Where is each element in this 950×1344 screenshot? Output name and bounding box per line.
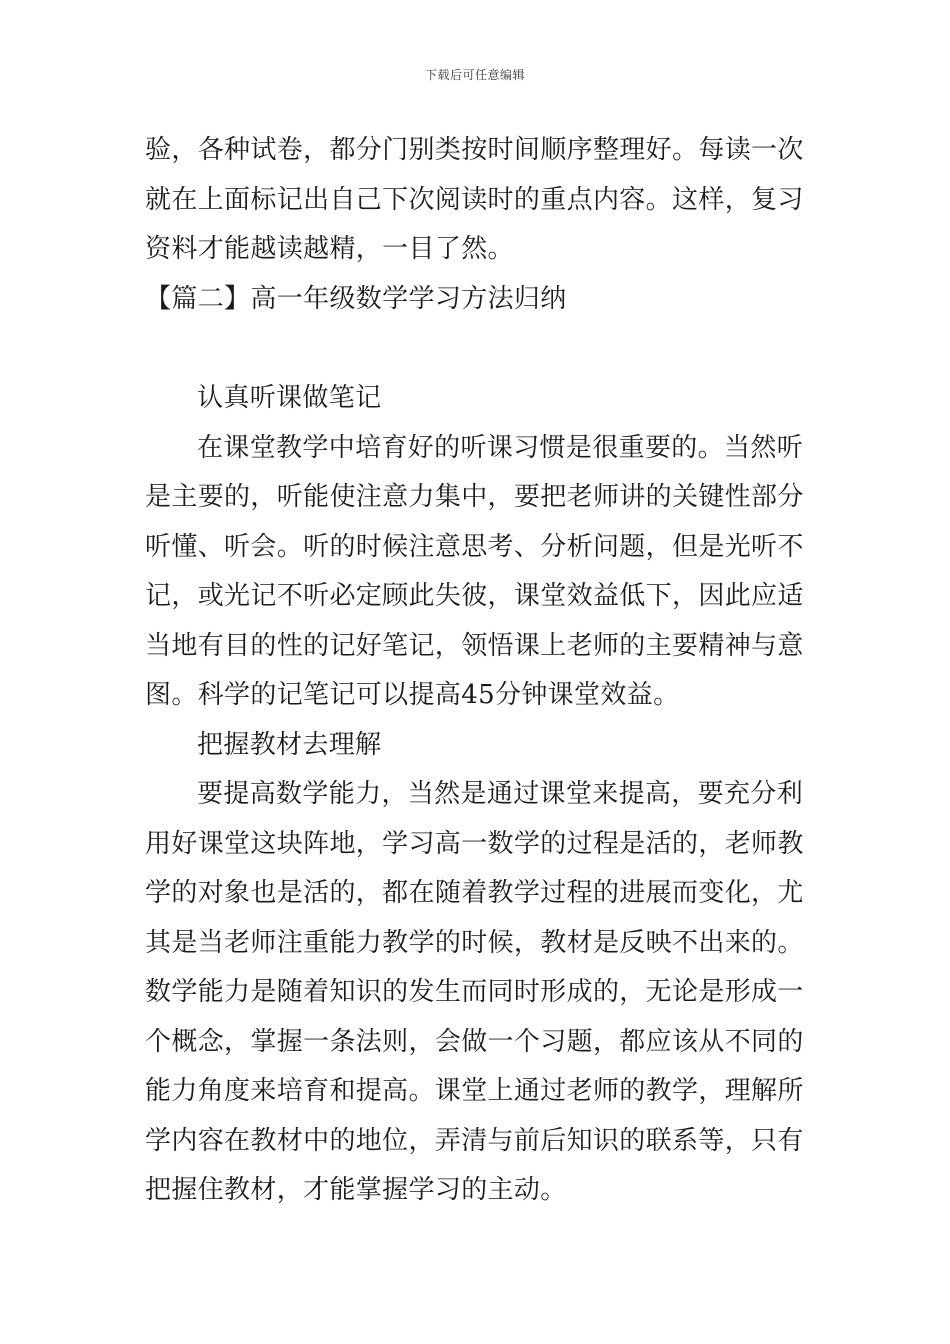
page-header-note: 下载后可任意编辑: [424, 68, 525, 82]
paragraph-line: 图。科学的记笔记可以提高45分钟课堂效益。: [145, 680, 680, 710]
subheading-listening-notes: 认真听课做笔记: [197, 383, 382, 413]
paragraph-line: 个概念，掌握一条法则，会做一个习题，都应该从不同的: [145, 1026, 804, 1057]
document-body: [145, 126, 807, 1216]
subheading-textbook: 把握教材去理解: [197, 729, 382, 760]
section-title: 【篇二】高一年级数学学习方法归纳: [145, 283, 567, 314]
paragraph-line: 资料才能越读越精，一目了然。: [145, 234, 514, 264]
paragraph-line: 听懂、听会。听的时候注意思考、分析问题，但是光听不: [145, 531, 804, 562]
paragraph-line: 学的对象也是活的，都在随着教学过程的进展而变化，尤: [145, 878, 804, 908]
spacer: [145, 324, 807, 374]
paragraph-line: 数学能力是随着知识的发生而同时形成的，无论是形成一: [145, 977, 804, 1007]
paragraph-line: 用好课堂这块阵地，学习高一数学的过程是活的，老师教: [145, 828, 804, 859]
paragraph-textbook: [145, 770, 807, 1216]
paragraph-line: 是主要的，听能使注意力集中，要把老师讲的关键性部分: [145, 482, 804, 512]
paragraph-line: 验，各种试卷，都分门别类按时间顺序整理好。每读一次: [145, 135, 804, 165]
paragraph-line: 其是当老师注重能力教学的时候，教材是反映不出来的。: [145, 927, 804, 958]
paragraph-line: 当地有目的性的记好笔记，领悟课上老师的主要精神与意: [145, 630, 804, 661]
paragraph-line: 学内容在教材中的地位，弄清与前后知识的联系等，只有: [145, 1125, 804, 1156]
paragraph-line: 要提高数学能力，当然是通过课堂来提高，要充分利: [197, 779, 804, 809]
paragraph-line: 在课堂教学中培育好的听课习惯是很重要的。当然听: [197, 432, 804, 463]
paragraph-line: 把握住教材，才能掌握学习的主动。: [145, 1175, 567, 1205]
paragraph-line: 记，或光记不听必定顾此失彼，课堂效益低下，因此应适: [145, 581, 804, 611]
paragraph-line: 能力角度来培育和提高。课堂上通过老师的教学，理解所: [145, 1076, 804, 1106]
paragraph-line: 就在上面标记出自己下次阅读时的重点内容。这样，复习: [145, 184, 804, 215]
paragraph-listening-notes: [145, 424, 807, 721]
continued-paragraph: [145, 126, 807, 275]
